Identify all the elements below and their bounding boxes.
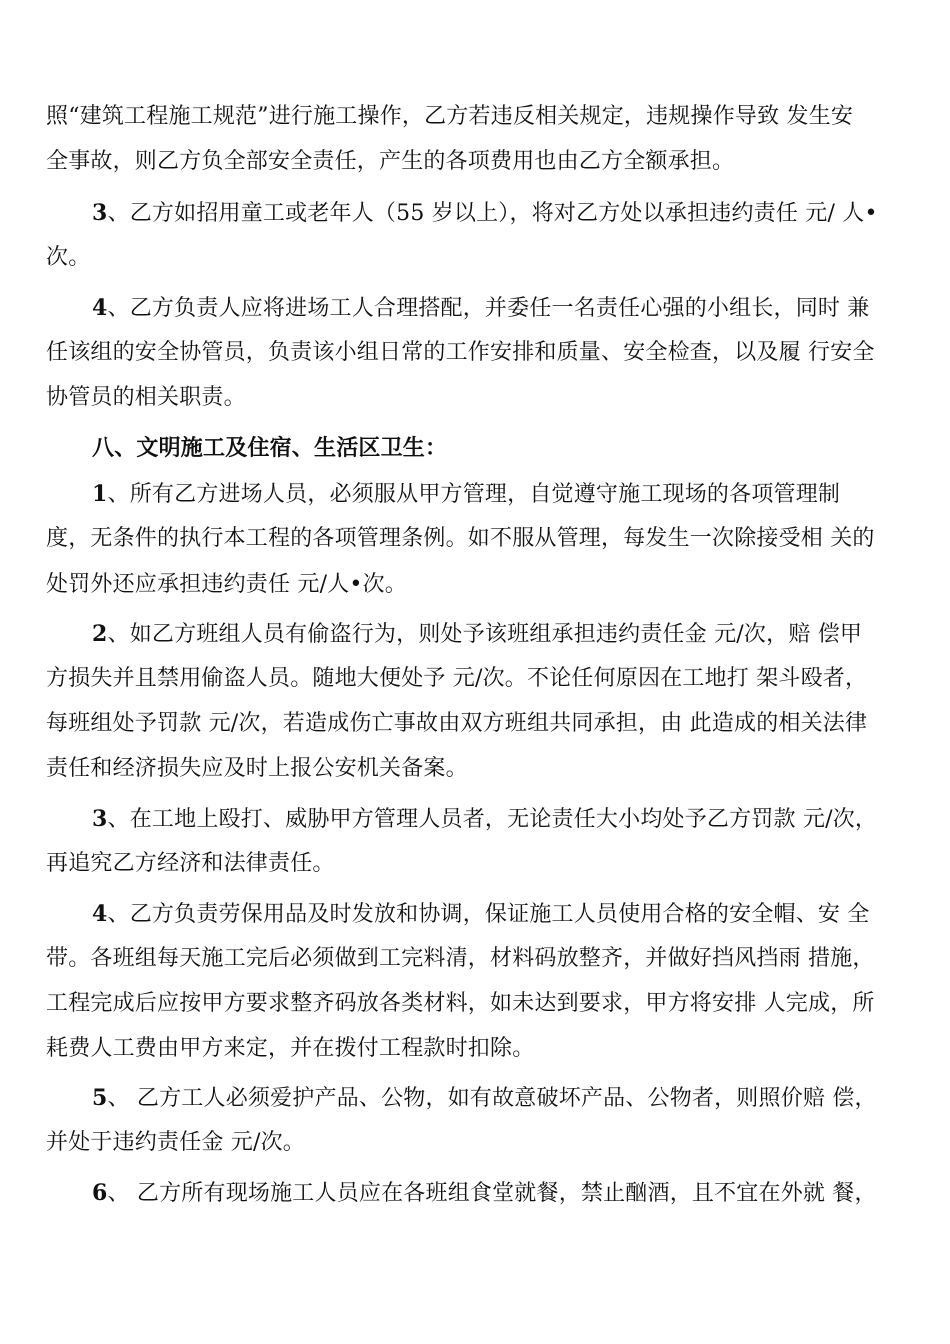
text-line: 全事故，则乙方负全部安全责任，产生的各项费用也由乙方全额承担。 <box>46 149 735 174</box>
list-item-3: 3、乙方如招用童工或老年人（55 岁以上），将对乙方处以承担违约责任 元/ 人• <box>92 200 878 226</box>
item-number: 3 <box>92 200 108 226</box>
item-number: 3 <box>92 806 108 832</box>
item-number: 6 <box>92 1180 108 1206</box>
text-line: 照“建筑工程施工规范”进行施工操作，乙方若违反相关规定，违规操作导致 发生安 <box>46 104 854 129</box>
list-item-1: 1、所有乙方进场人员，必须服从甲方管理，自觉遵守施工现场的各项管理制 <box>92 481 841 507</box>
list-item-5: 5、 乙方工人必须爱护产品、公物，如有故意破坏产品、公物者，则照价赔 偿， <box>92 1085 877 1111</box>
list-item-4b: 4、乙方负责劳保用品及时发放和协调，保证施工人员使用合格的安全帽、安 全 <box>92 901 870 927</box>
text-line: 任该组的安全协管员，负责该小组日常的工作安排和质量、安全检查，以及履 行安全 <box>46 340 875 365</box>
list-item-3b: 3、在工地上殴打、威胁甲方管理人员者，无论责任大小均处予乙方罚款 元/次， <box>92 806 878 832</box>
text-line: 带。各班组每天施工完后必须做到工完料清，材料码放整齐，并做好挡风挡雨 措施， <box>46 946 875 971</box>
text-line: 方损失并且禁用偷盗人员。随地大便处予 元/次。不论任何原因在工地打 架斗殴者， <box>46 666 868 691</box>
list-item-6: 6、 乙方所有现场施工人员应在各班组食堂就餐，禁止酗酒，且不宜在外就 餐， <box>92 1180 877 1206</box>
text-line: 再追究乙方经济和法律责任。 <box>46 851 335 876</box>
item-number: 5 <box>92 1085 108 1111</box>
text-line: 工程完成后应按甲方要求整齐码放各类材料，如未达到要求，甲方将安排 人完成，所 <box>46 991 875 1016</box>
text-line: 责任和经济损失应及时上报公安机关备案。 <box>46 756 468 781</box>
text-line: 协管员的相关职责。 <box>46 385 246 410</box>
text-line: 次。 <box>46 245 91 270</box>
text-line: 处罚外还应承担违约责任 元/人•次。 <box>46 572 407 597</box>
section-heading: 八、文明施工及住宿、生活区卫生： <box>92 435 448 461</box>
item-number: 1 <box>92 481 108 507</box>
text-line: 并处于违约责任金 元/次。 <box>46 1130 306 1155</box>
item-number: 4 <box>92 901 108 927</box>
list-item-2: 2、如乙方班组人员有偷盗行为，则处予该班组承担违约责任金 元/次，赔 偿甲 <box>92 621 863 647</box>
text-line: 耗费人工费由甲方来定，并在拨付工程款时扣除。 <box>46 1036 535 1061</box>
text-line: 每班组处予罚款 元/次，若造成伤亡事故由双方班组共同承担，由 此造成的相关法律 <box>46 711 868 736</box>
item-number: 4 <box>92 295 108 321</box>
item-number: 2 <box>92 621 108 647</box>
text-line: 度，无条件的执行本工程的各项管理条例。如不服从管理，每发生一次除接受相 关的 <box>46 526 875 551</box>
list-item-4: 4、乙方负责人应将进场工人合理搭配，并委任一名责任心强的小组长，同时 兼 <box>92 295 870 321</box>
